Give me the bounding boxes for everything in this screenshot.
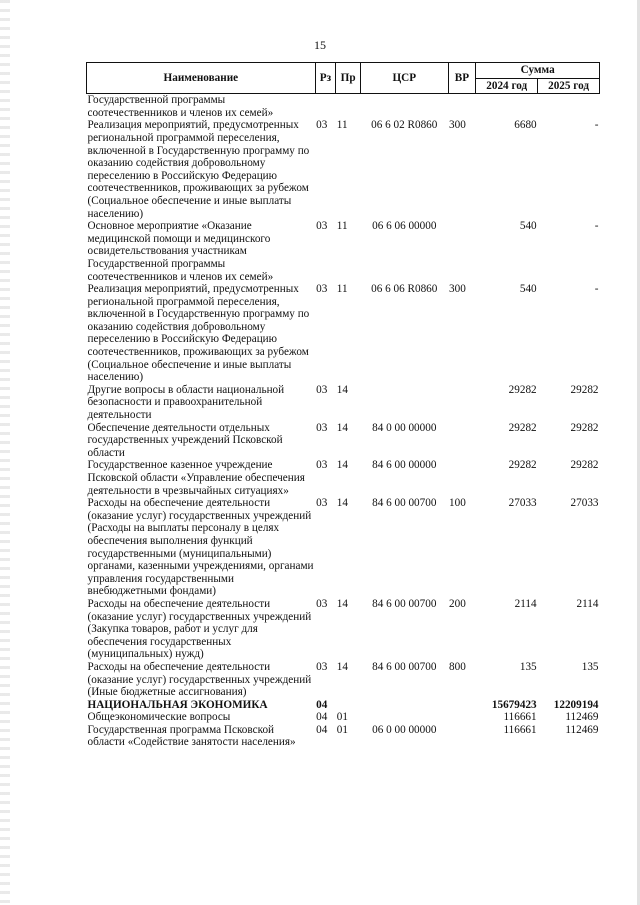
table-row (87, 699, 600, 712)
cell-vr (448, 699, 476, 712)
cell-amount-2025: 112469 (565, 711, 599, 724)
header-vr: ВР (448, 63, 476, 94)
cell-amount-2025: 29282 (570, 421, 599, 434)
cell-name: Общеэкономические вопросы (87, 711, 231, 724)
cell-csr (360, 384, 448, 422)
table-row (87, 283, 600, 384)
header-year-2024: 2024 год (476, 78, 538, 94)
header-sum: Сумма (476, 63, 600, 79)
cell-rz: 04 (316, 711, 328, 724)
cell-pr: 01 (336, 723, 348, 736)
cell-amount-2024: 15679423 (491, 698, 537, 711)
cell-name: Реализация мероприятий, предусмотренных региональной программой переселения, включенной в Государственную программу по оказанию содействия добровольному переселению в Российскую Федерацию соотечественников, проживающих за рубежом (Социальное обеспечение и иные выплаты населению) (87, 283, 310, 384)
cell-csr: 06 6 06 R0860 (371, 283, 438, 296)
cell-pr: 14 (336, 459, 348, 472)
cell-amount-2025 (538, 94, 600, 120)
table-row (87, 711, 600, 724)
cell-rz: 03 (316, 660, 328, 673)
cell-amount-2024: 116661 (503, 711, 537, 724)
cell-rz: 03 (316, 383, 328, 396)
cell-csr: 84 0 00 00000 (372, 421, 437, 434)
cell-pr: 14 (336, 497, 348, 510)
header-pr: Пр (336, 63, 361, 94)
table-row (87, 459, 600, 497)
cell-amount-2024: 29282 (508, 459, 537, 472)
cell-name: Другие вопросы в области национальной безопасности и правоохранительной деятельности (87, 383, 285, 422)
cell-rz: 03 (316, 119, 328, 132)
table-row (87, 384, 600, 422)
cell-csr: 84 6 00 00000 (372, 459, 437, 472)
cell-amount-2025: 112469 (565, 723, 599, 736)
cell-pr: 14 (336, 383, 348, 396)
table-row (87, 724, 600, 749)
table-header (87, 63, 600, 94)
cell-vr: 200 (449, 597, 466, 610)
table-row (87, 497, 600, 598)
cell-vr: 300 (449, 283, 466, 296)
cell-amount-2025: - (594, 119, 599, 132)
cell-rz (315, 94, 336, 120)
cell-vr (448, 422, 476, 460)
cell-vr (448, 724, 476, 749)
cell-name: Реализация мероприятий, предусмотренных региональной программой переселения, включенной в Государственную программу по оказанию содействия добровольному переселению в Российскую Федерацию соотечественников, проживающих за рубежом (Социальное обеспечение и иные выплаты населению) (87, 119, 310, 220)
header-rz: Рз (315, 63, 336, 94)
cell-amount-2025: - (594, 220, 599, 233)
cell-csr: 84 6 00 00700 (372, 597, 437, 610)
cell-csr: 06 6 06 00000 (372, 220, 437, 233)
scan-edge (0, 0, 10, 905)
header-year-2025: 2025 год (538, 78, 600, 94)
header-csr: ЦСР (360, 63, 448, 94)
cell-amount-2024: 540 (519, 220, 537, 233)
cell-rz: 03 (316, 283, 328, 296)
cell-rz: 04 (316, 723, 328, 736)
cell-rz: 03 (316, 597, 328, 610)
cell-amount-2024: 2114 (514, 597, 537, 610)
cell-amount-2024: 6680 (514, 119, 537, 132)
cell-name: Государственной программы соотечественников и членов их семей» (87, 94, 274, 119)
cell-csr: 84 6 00 00700 (372, 660, 437, 673)
cell-name: Государственная программа Псковской области «Содействие занятости населения» (87, 723, 296, 749)
cell-name: Основное мероприятие «Оказание медицинской помощи и медицинского освидетельствования участникам Государственной программы соотечественников и членов их семей» (87, 220, 274, 283)
cell-pr (336, 94, 361, 120)
cell-name: Расходы на обеспечение деятельности (оказание услуг) государственных учреждений (Расходы на выплаты персоналу в целях обеспечения выполнения функций государственными (муниципальными) органами, казенными учреждениями, органами управления государственными внебюджетными фондами) (87, 497, 314, 598)
cell-pr (336, 699, 361, 712)
cell-pr: 01 (336, 711, 348, 724)
table-row (87, 422, 600, 460)
cell-vr (448, 220, 476, 283)
cell-amount-2024: 27033 (508, 497, 537, 510)
cell-vr (448, 384, 476, 422)
cell-amount-2025: 12209194 (553, 698, 599, 711)
cell-pr: 14 (336, 421, 348, 434)
cell-csr (360, 711, 448, 724)
cell-pr: 14 (336, 597, 348, 610)
cell-amount-2024: 135 (519, 660, 537, 673)
table-row (87, 94, 600, 120)
cell-vr: 800 (449, 660, 466, 673)
cell-amount-2025: 29282 (570, 459, 599, 472)
cell-pr: 11 (336, 283, 348, 296)
cell-rz: 03 (316, 421, 328, 434)
cell-vr (448, 711, 476, 724)
cell-pr: 11 (336, 220, 348, 233)
cell-name: НАЦИОНАЛЬНАЯ ЭКОНОМИКА (87, 698, 268, 711)
table-row (87, 661, 600, 699)
cell-rz: 03 (316, 459, 328, 472)
cell-csr (360, 94, 448, 120)
cell-name: Обеспечение деятельности отдельных государственных учреждений Псковской области (87, 421, 283, 459)
cell-amount-2025: 29282 (570, 383, 599, 396)
cell-pr: 14 (336, 660, 348, 673)
cell-rz: 04 (316, 698, 328, 711)
cell-amount-2024: 29282 (508, 383, 537, 396)
cell-amount-2025: - (594, 283, 599, 296)
cell-csr: 06 0 00 00000 (372, 723, 437, 736)
table-row (87, 119, 600, 220)
page-number: 15 (314, 38, 326, 52)
header-name: Наименование (87, 63, 316, 94)
cell-csr: 06 6 02 R0860 (371, 119, 438, 132)
cell-amount-2025: 135 (581, 660, 599, 673)
cell-name: Расходы на обеспечение деятельности (оказание услуг) государственных учреждений (Закупка товаров, работ и услуг для обеспечения государственных (муниципальных) нужд) (87, 597, 312, 661)
cell-vr: 300 (449, 119, 466, 132)
cell-amount-2024: 116661 (503, 723, 537, 736)
cell-rz: 03 (316, 220, 328, 233)
cell-rz: 03 (316, 497, 328, 510)
cell-amount-2025: 27033 (570, 497, 599, 510)
cell-pr: 11 (336, 119, 348, 132)
cell-amount-2025: 2114 (576, 597, 599, 610)
cell-csr: 84 6 00 00700 (372, 497, 437, 510)
cell-amount-2024 (476, 94, 538, 120)
cell-vr (448, 459, 476, 497)
budget-table (86, 62, 600, 749)
table-row (87, 598, 600, 661)
cell-name: Государственное казенное учреждение Псковской области «Управление обеспечения деятельности в чрезвычайных ситуациях» (87, 459, 305, 497)
cell-csr (360, 699, 448, 712)
table-row (87, 220, 600, 283)
table-body (87, 94, 600, 749)
cell-amount-2024: 540 (519, 283, 537, 296)
cell-amount-2024: 29282 (508, 421, 537, 434)
cell-vr (448, 94, 476, 120)
cell-vr: 100 (449, 497, 466, 510)
cell-name: Расходы на обеспечение деятельности (оказание услуг) государственных учреждений (Иные бюджетные ассигнования) (87, 660, 312, 699)
